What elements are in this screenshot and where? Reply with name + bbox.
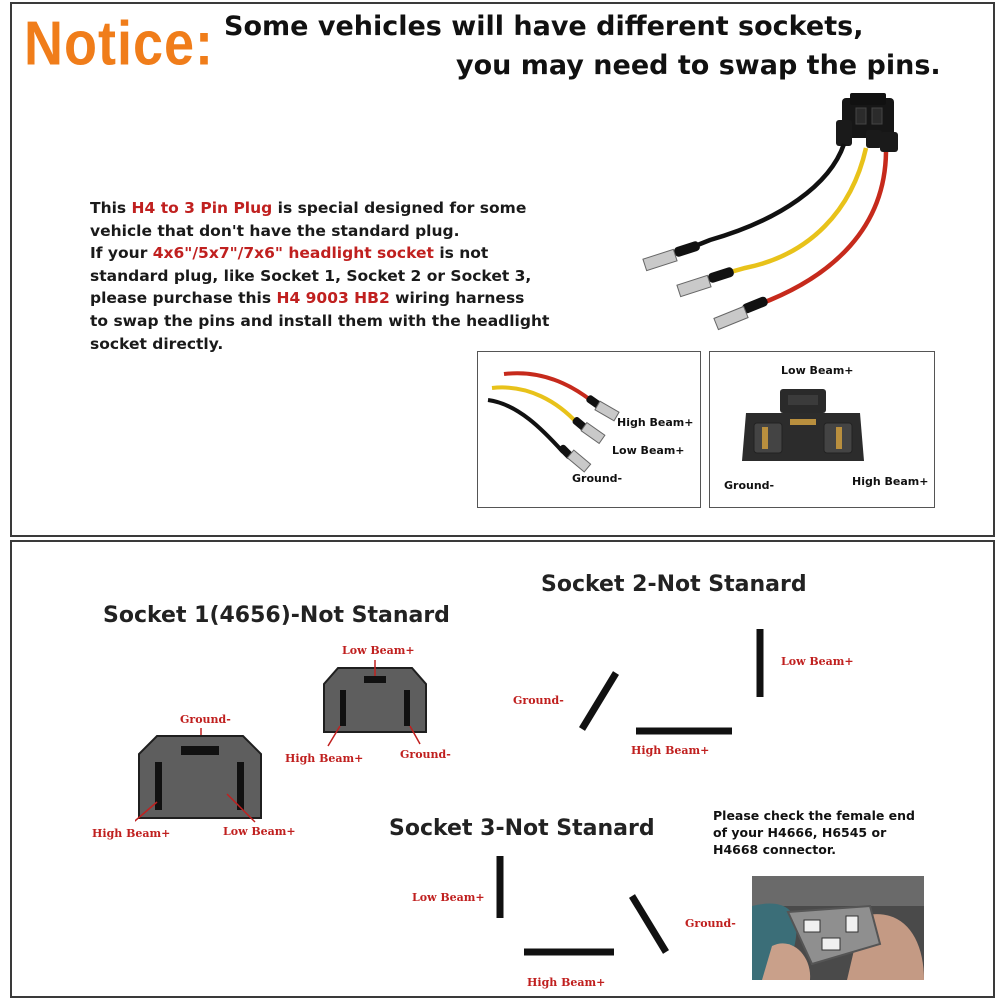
socket1-small-diagram	[320, 660, 430, 750]
description-paragraph	[90, 197, 549, 355]
socket2-ground-label: Ground-	[513, 694, 564, 707]
description-line-5: please purchase this H4 9003 HB2 wiring harness	[90, 289, 525, 308]
description-line-7: socket directly.	[90, 334, 224, 353]
wire-ground-label: Ground-	[572, 472, 623, 485]
description-line-1: This H4 to 3 Pin Plug is special designed for some	[90, 199, 527, 217]
description-line-4: standard plug, like Socket 1, Socket 2 or Socket 3,	[90, 266, 532, 285]
description-line-6: to swap the pins and install them with the headlight	[90, 311, 550, 330]
h4-socket-photo	[740, 385, 870, 475]
terminal-icon	[714, 306, 748, 329]
terminal-icon	[677, 275, 711, 296]
description-line-3: If your 4x6"/5x7"/7x6" headlight socket is not	[90, 244, 489, 263]
socket2-high-beam-label: High Beam+	[631, 744, 710, 757]
socket1-small-ground-label: Ground-	[400, 748, 451, 761]
socket-ground-label: Ground-	[724, 479, 775, 492]
product-name: H4 to 3 Pin Plug	[131, 199, 273, 217]
female-connector-photo	[752, 876, 924, 980]
wire-high-beam-label: High Beam+	[617, 416, 694, 429]
socket1-small-low-beam-label: Low Beam+	[342, 644, 415, 657]
terminal-icon	[643, 249, 677, 270]
socket3-low-beam-label: Low Beam+	[412, 891, 485, 904]
socket2-low-beam-label: Low Beam+	[781, 655, 854, 668]
check-note-line-3: H4668 connector.	[713, 842, 836, 857]
socket2-pin-layout	[570, 625, 770, 740]
socket1-title: Socket 1(4656)-Not Stanard	[103, 603, 450, 628]
h4-connector-icon	[836, 93, 898, 152]
socket3-ground-label: Ground-	[685, 917, 736, 930]
socket1-small-high-beam-label: High Beam+	[285, 752, 364, 765]
harness-model: H4 9003 HB2	[276, 289, 390, 308]
socket1-large-low-beam-label: Low Beam+	[223, 825, 296, 838]
notice-line-2: you may need to swap the pins.	[456, 50, 941, 81]
socket3-title: Socket 3-Not Stanard	[389, 816, 655, 841]
description-line-2: vehicle that don't have the standard plug.	[90, 221, 460, 240]
socket-low-beam-label: Low Beam+	[781, 364, 854, 377]
h4-harness-illustration	[630, 90, 920, 335]
socket3-pin-layout	[490, 852, 680, 962]
notice-heading: Notice:	[24, 9, 215, 79]
socket-sizes: 4x6"/5x7"/7x6" headlight socket	[152, 244, 434, 263]
socket-high-beam-label: High Beam+	[852, 475, 929, 488]
wire-low-beam-label: Low Beam+	[612, 444, 685, 457]
socket1-large-ground-label: Ground-	[180, 713, 231, 726]
socket1-large-diagram	[135, 720, 265, 830]
check-note-line-2: of your H4666, H6545 or	[713, 825, 887, 840]
check-note-line-1: Please check the female end	[713, 808, 916, 823]
socket3-high-beam-label: High Beam+	[527, 976, 606, 989]
connector-check-note	[713, 807, 915, 858]
socket2-title: Socket 2-Not Stanard	[541, 572, 807, 597]
notice-line-1: Some vehicles will have different sockets,	[224, 11, 864, 42]
socket1-large-high-beam-label: High Beam+	[92, 827, 171, 840]
